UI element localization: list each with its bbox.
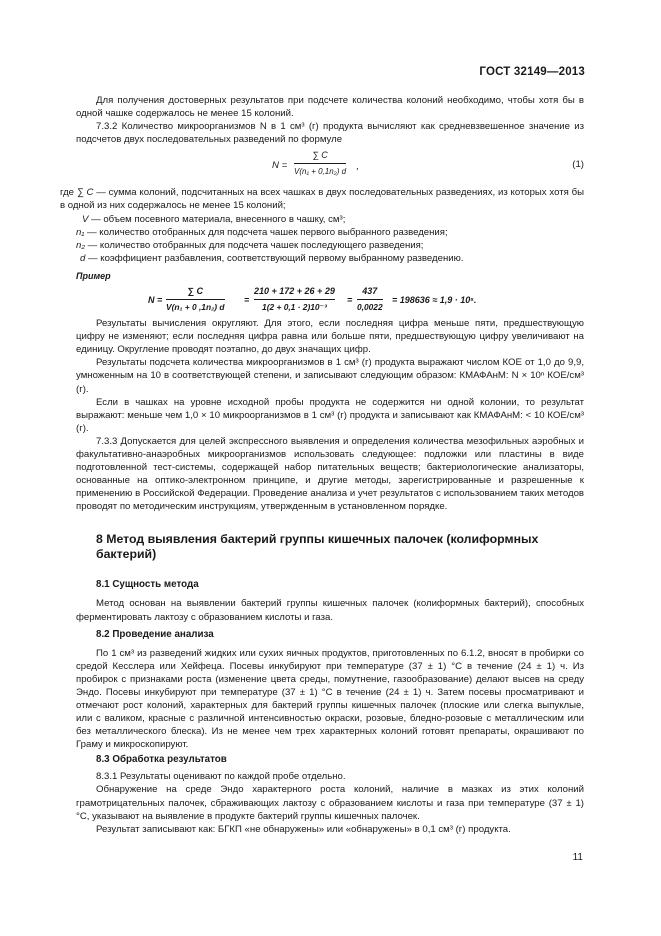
paragraph: Если в чашках на уровне исходной пробы продукта не содержится ни одной колонии, то результат выражают: меньше чем 1,0 × 10 микроорганизмов в 1 см³ (г) продукта и записывают как КМАФАнМ: < 10 КОЕ/см³ (г). <box>76 396 584 434</box>
example-label: Пример <box>76 270 111 281</box>
legend-symbol: ∑ C <box>76 187 94 199</box>
legend-symbol: d <box>80 252 86 264</box>
example-lhs: N = <box>148 295 163 306</box>
paragraph: По 1 см³ из разведений жидких или сухих яичных продуктов, приготовленных по 6.1.2, вносят в пробирки со средой Кесслера или Хейфеца. Посевы инкубируют при температуре (37 ± 1) °С в течение (24 ± 1) ч. Из пробирок с признаками роста (изменение цвета среды, помутнение, газообразование) делают высев на среду Эндо. Посевы инкубируют при температуре (37 ± 1) °С в течение (24 ± 1) ч. Затем посевы просматривают и отмечают рост колоний, характерных для бактерий группы кишечных палочек (плоские или слегка выпуклые, или с валиком, красные с различной интенсивностью окраски, розовые, бледно-розовые с металлическим или без металлического блеска). Из не менее чем трех характерных колоний готовят препараты, окрашивают по Граму и микроскопируют. <box>76 647 584 751</box>
example-denominator: V(n₁ + 0 ,1n₂) d <box>166 302 225 313</box>
document-header: ГОСТ 32149—2013 <box>479 66 585 78</box>
legend-symbol: V <box>82 213 89 225</box>
subsection-heading: 8.2 Проведение анализа <box>96 628 214 640</box>
legend-row-n1 <box>76 226 584 239</box>
example-eq: = <box>244 295 250 306</box>
legend-symbol: n₁ <box>76 226 85 238</box>
paragraph: Результаты вычисления округляют. Для этого, если последняя цифра меньше пяти, предшествующую цифру не изменяют; если последняя цифра равна или больше пяти, предшествующую цифру увеличивают на единицу. Округление проводят поэтапно, до двух значащих цифр. <box>76 318 584 356</box>
legend-text: — сумма колоний, подсчитанных на всех чашках в двух последовательных разведениях, из которых хотя бы в одной из них содержалось не менее 15 колоний; <box>60 187 584 212</box>
paragraph: Обнаружение на среде Эндо характерного роста колоний, наличие в мазках из этих колоний грамотрицательных палочек, сбраживающих лактозу с образованием кислоты и газа при температуре (37 ± 1) °С, указывают на выявление в продукте бактерий группы кишечных палочек. <box>76 784 584 822</box>
section-heading: 8 Метод выявления бактерий группы кишечных палочек (колиформных бактерий) <box>96 532 539 562</box>
paragraph: Метод основан на выявлении бактерий группы кишечных палочек (колиформных бактерий), способных ферментировать лактозу с образованием кислоты и газа. <box>76 598 584 623</box>
formula-lhs: N = <box>272 160 288 172</box>
legend-text: — коэффициент разбавления, соответствующий первому выбранному разведению. <box>88 252 464 264</box>
legend-row-sum <box>60 186 584 212</box>
subsection-heading: 8.1 Сущность метода <box>96 579 199 591</box>
legend-row-d <box>76 252 584 265</box>
legend-row-n2 <box>76 239 584 252</box>
paragraph: 7.3.3 Допускается для целей экспрессного выявления и определения количества мезофильных аэробных и факультативно-анаэробных микроорганизмов использовать следующее: подложки или пластины в виде подготовленной тест-системы, содержащей набор питательных веществ; бактериологические анализаторы, основанные на оптико-электронном принципе, и другие методы, зарегистрированные и разрешенные к применению в Российской Федерации. Проведение анализа и учет результатов с использованием таких методов проводят по методическим инструкциям, утвержденным в установленном порядке. <box>76 435 584 513</box>
paragraph: 7.3.2 Количество микроорганизмов N в 1 см³ (г) продукта вычисляют как средневзвешенное значение из подсчетов двух последовательных разведений по формуле <box>76 121 584 146</box>
legend-row-v <box>76 213 584 226</box>
page-number: 11 <box>572 852 583 863</box>
equation-number: (1) <box>572 159 584 171</box>
example-denominator: 0,0022 <box>357 302 383 313</box>
legend-symbol: n₂ <box>76 239 85 251</box>
legend-text: — количество отобранных для подсчета чашек первого выбранного разведения; <box>87 226 448 238</box>
example-fraction-3 <box>357 285 383 314</box>
formula-1 <box>76 146 584 186</box>
formula-fraction <box>294 149 346 178</box>
example-fraction-1 <box>166 285 225 314</box>
example-eq: = <box>347 295 353 306</box>
legend-text: — объем посевного материала, внесенного в чашку, см³; <box>91 213 346 225</box>
paragraph: Результат записывают как: БГКП «не обнаружены» или «обнаружены» в 0,1 см³ (г) продукта. <box>96 823 511 835</box>
example-result: = 198636 ≈ 1,9 · 10⁵. <box>392 295 477 306</box>
example-numerator: 437 <box>357 285 383 300</box>
paragraph: 8.3.1 Результаты оценивают по каждой пробе отдельно. <box>96 771 346 783</box>
legend-where: где <box>60 187 75 199</box>
subsection-heading: 8.3 Обработка результатов <box>96 754 227 766</box>
page-content <box>60 94 584 836</box>
formula-trail: , <box>356 161 359 173</box>
formula-legend <box>60 186 584 265</box>
formula-numerator: ∑ C <box>294 149 346 164</box>
example-fraction-2 <box>254 285 335 314</box>
paragraph: Для получения достоверных результатов при подсчете количества колоний необходимо, чтобы хотя бы в одной чашке содержалось не менее 15 колоний. <box>76 95 584 120</box>
example-numerator: 210 + 172 + 26 + 29 <box>254 285 335 300</box>
formula-denominator: V(n₁ + 0,1n₂) d <box>294 167 347 177</box>
example-numerator: ∑ C <box>166 285 225 300</box>
example-formula <box>76 283 584 317</box>
paragraph: Результаты подсчета количества микроорганизмов в 1 см³ (г) продукта выражают числом КОЕ от 1,0 до 9,9, умноженным на 10 в соответствующей степени, и записывают следующим образом: КМАФАнМ: N × 10ⁿ КОЕ/см³ (г). <box>76 357 584 395</box>
legend-text: — количество отобранных для подсчета чашек последующего разведения; <box>87 239 424 251</box>
example-denominator: 1(2 + 0,1 · 2)10⁻³ <box>262 302 327 313</box>
